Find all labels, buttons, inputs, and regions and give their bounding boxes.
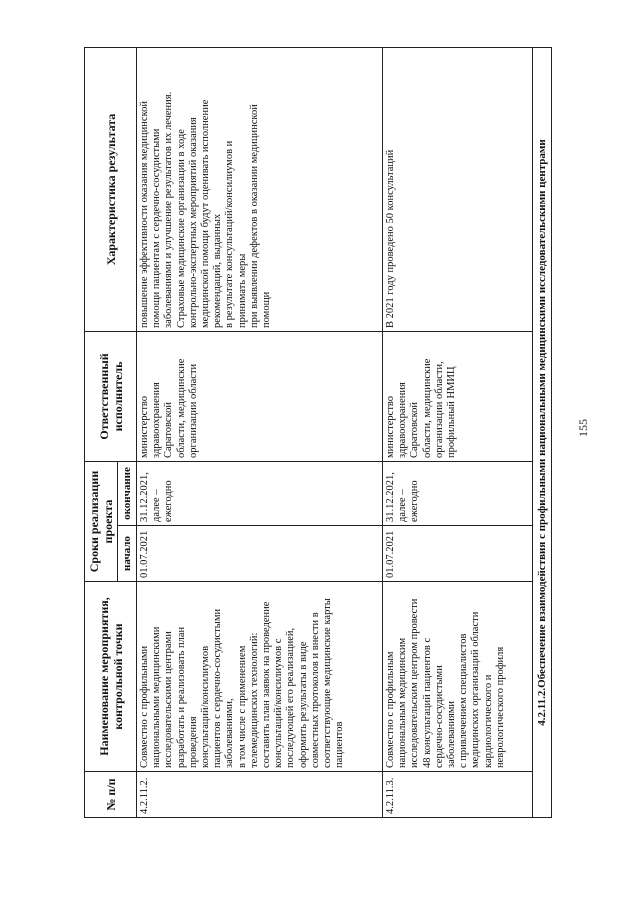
header-start: начало [118, 526, 137, 582]
cell-name [137, 582, 383, 772]
measures-table [84, 47, 552, 818]
text-line: министерство [385, 395, 396, 458]
text-line: национальными медицинскими [151, 626, 163, 768]
text-line: принимать меры [236, 253, 248, 328]
text-line: области, медицинские [175, 358, 187, 458]
text-line: помощи [261, 291, 273, 328]
text-line: Страховые медицинские организации в ходе [175, 129, 187, 328]
cell-responsible [383, 331, 533, 461]
text-line: организации области, [433, 361, 445, 458]
cell-num: 4.2.11.2. [137, 772, 383, 818]
text-line: В 2021 году проведено 50 консультаций [385, 149, 396, 328]
cell-start: 01.07.2021 [137, 526, 383, 582]
text-line: составить план заявок на проведение [261, 601, 273, 768]
text-line: Совместно с профильными [139, 645, 150, 768]
text-line: рекомендаций, выданных [212, 213, 224, 328]
cell-responsible [137, 331, 383, 461]
page-number: 155 [576, 419, 590, 437]
header-responsible: Ответственный исполнитель [85, 331, 137, 461]
text-line: с привлечением специалистов [458, 633, 470, 768]
text-line: Совместно с профильным [385, 651, 396, 768]
text-line: медицинских организаций области [470, 611, 482, 768]
text-line: контрольно-экспертных мероприятий оказания [187, 117, 199, 328]
text-line: последующей его реализацией, [285, 627, 297, 768]
text-line: при выявлении дефектов в оказании медицинской [248, 104, 260, 328]
text-line: далее – [151, 489, 163, 522]
header-num: № п/п [85, 772, 137, 818]
text-line: соответствующие медицинские карты [322, 598, 334, 768]
text-line: заболеваниями [446, 701, 458, 768]
header-name: Наименование мероприятия, контрольной точки [85, 582, 137, 772]
text-line: здравоохранения Саратовской [397, 382, 421, 458]
text-line: разработать и реализовать план [175, 626, 187, 768]
header-result: Характеристика результата [85, 47, 137, 331]
cell-start: 01.07.2021 [383, 526, 533, 582]
cell-name [383, 582, 533, 772]
text-line: пациентов с сердечно-сосудистыми [212, 608, 224, 768]
text-line: повышение эффективности оказания медицинской [139, 100, 150, 328]
cell-end [383, 461, 533, 525]
cell-end [137, 461, 383, 525]
text-line: 31.12.2021, [385, 472, 396, 522]
text-line: профильный НМИЦ [446, 366, 458, 458]
text-line: исследовательскими центрами [163, 631, 175, 768]
header-end: окончание [118, 461, 137, 525]
text-line: исследовательским центром провести [409, 598, 421, 768]
text-line: заболеваниями и улучшение результатов их лечения. [163, 91, 175, 328]
text-line: далее – [397, 489, 409, 522]
text-line: консультаций/консилиумов [200, 645, 212, 768]
text-line: в результате консультаций/консилиумов и [224, 140, 236, 328]
text-line: неврологического профиля [494, 646, 506, 768]
text-line: организации области [187, 363, 199, 458]
cell-result [137, 47, 383, 331]
text-line: 48 консультаций пациентов с [421, 637, 433, 768]
text-line: медицинской помощи будут оценивать исполнение [200, 99, 212, 328]
text-line: консультаций/консилиумов с [273, 638, 285, 768]
text-line: национальным медицинским [397, 637, 409, 768]
header-terms: Сроки реализации проекта [85, 461, 118, 581]
text-line: ежегодно [163, 480, 175, 522]
text-line: кардиологического и [482, 674, 494, 768]
text-line: оформить результаты в виде [297, 641, 309, 768]
text-line: совместных протоколов и внести в [309, 612, 321, 768]
text-line: министерство [139, 395, 150, 458]
text-line: области, медицинские [421, 358, 433, 458]
text-line: пациентов [334, 721, 346, 768]
table-row [383, 47, 533, 817]
rotated-table-wrapper [84, 48, 578, 818]
cell-num: 4.2.11.3. [383, 772, 533, 818]
text-line: здравоохранения Саратовской [151, 382, 175, 458]
text-line: ежегодно [409, 480, 421, 522]
text-line: проведения [187, 716, 199, 768]
section-title: 4.2.11.2.Обеспечение взаимодействия с профильными национальными медицинскими исследовательскими центрами [533, 47, 552, 817]
text-line: заболеваниями, [224, 698, 236, 768]
text-line: 31.12.2021, [139, 472, 150, 522]
text-line: телемедицинских технологий: [248, 632, 260, 768]
cell-result [383, 47, 533, 331]
section-row [533, 47, 552, 817]
text-line: в том числе с применением [236, 645, 248, 768]
text-line: сердечно-сосудистыми [433, 665, 445, 768]
text-line: помощи пациентам с сердечно-сосудистыми [151, 128, 163, 328]
table-row [137, 47, 383, 817]
